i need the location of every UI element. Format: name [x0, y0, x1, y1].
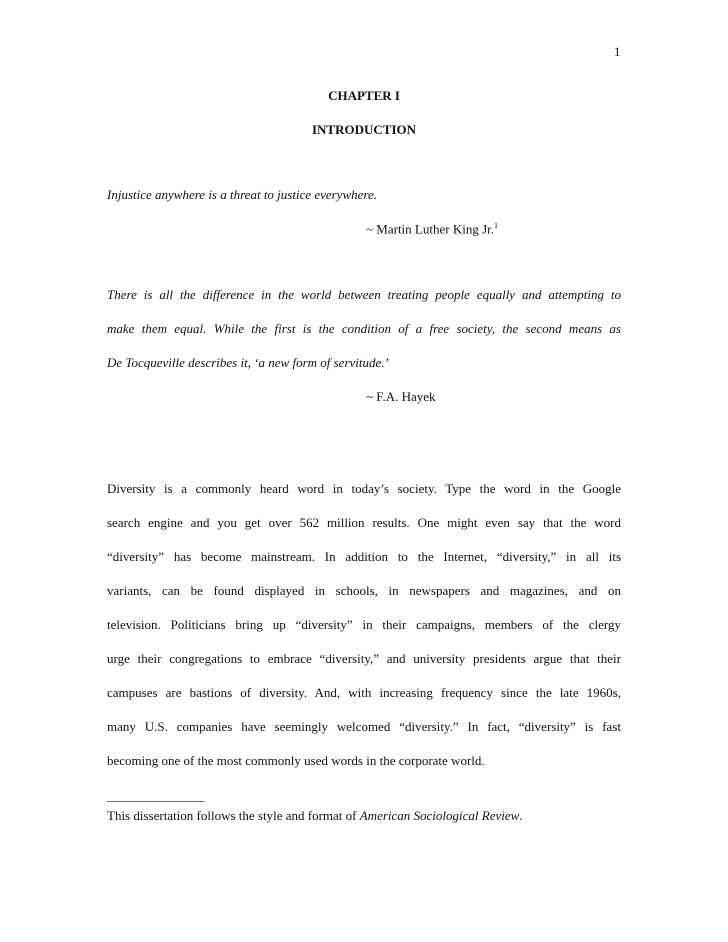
page-number: 1 [614, 44, 621, 59]
epigraph-line: There is all the difference in the world between treating people equally and attempting to [107, 287, 621, 302]
epigraph-line: make them equal. While the first is the condition of a free society, the second means as [107, 321, 621, 336]
body-line: urge their congregations to embrace “diversity,” and university presidents argue that their [107, 651, 621, 666]
epigraph-attribution: ~ F.A. Hayek [366, 389, 436, 404]
footnote-text: This dissertation follows the style and format of [107, 808, 360, 823]
body-line: becoming one of the most commonly used words in the corporate world. [107, 753, 485, 768]
epigraph-line: Injustice anywhere is a threat to justice everywhere. [107, 187, 378, 202]
body-line: “diversity” has become mainstream. In addition to the Internet, “diversity,” in all its [107, 549, 621, 564]
epigraph-line: De Tocqueville describes it, ‘a new form of servitude.’ [107, 355, 389, 370]
chapter-label: CHAPTER I [328, 88, 400, 103]
body-line: campuses are bastions of diversity. And, with increasing frequency since the late 1960s, [107, 685, 621, 700]
body-line: search engine and you get over 562 million results. One might even say that the word [107, 515, 621, 530]
body-line: many U.S. companies have seemingly welcomed “diversity.” In fact, “diversity” is fast [107, 719, 621, 734]
footnote-end: . [519, 808, 523, 823]
body-line: variants, can be found displayed in schools, in newspapers and magazines, and on [107, 583, 621, 598]
footnote [107, 808, 523, 824]
body-line: Diversity is a commonly heard word in today’s society. Type the word in the Google [107, 481, 621, 496]
body-line: television. Politicians bring up “diversity” in their campaigns, members of the clergy [107, 617, 621, 632]
epigraph-attribution [366, 221, 498, 237]
footnote-reference: 1 [494, 221, 498, 230]
footnote-rule: _______________ [107, 788, 205, 803]
journal-title: American Sociological Review [359, 808, 520, 823]
chapter-title: INTRODUCTION [311, 122, 416, 137]
attribution-text: ~ Martin Luther King Jr. [366, 221, 494, 237]
